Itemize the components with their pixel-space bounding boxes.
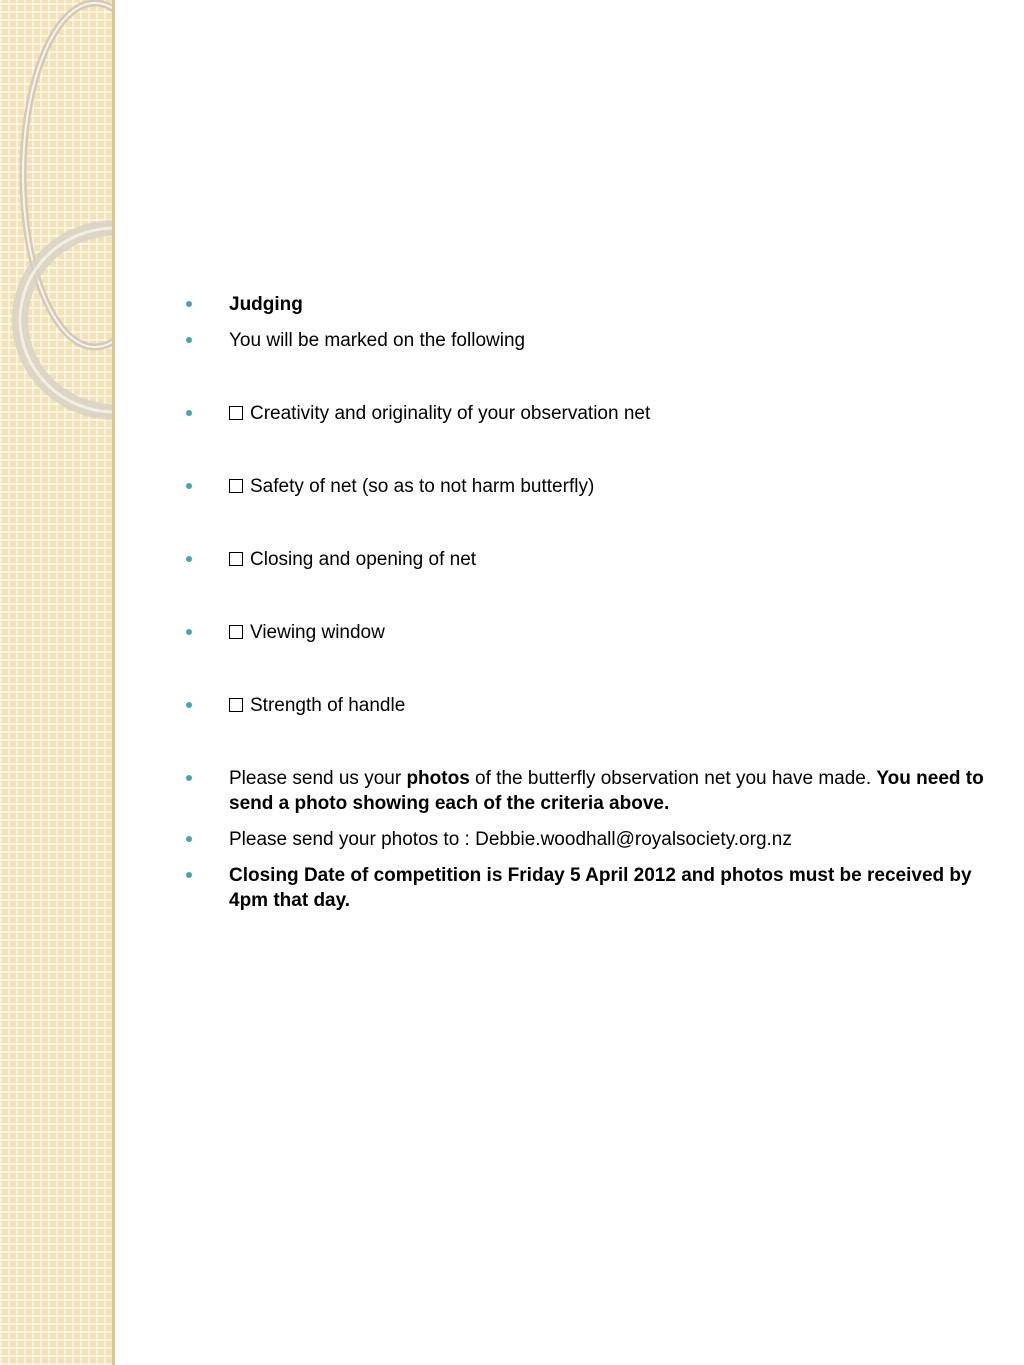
bullet-icon (186, 836, 192, 842)
checkbox-icon (229, 406, 243, 420)
bullet-icon (186, 629, 192, 635)
list-item-send-to (186, 827, 986, 852)
bullet-icon (186, 556, 192, 562)
criterion-text: Viewing window (250, 622, 385, 643)
list-item-intro (186, 328, 986, 353)
checkbox-icon (229, 479, 243, 493)
side-panel-edge (112, 0, 115, 1365)
checkbox-icon (229, 698, 243, 712)
slide-body (186, 292, 986, 924)
list-item-closing (186, 863, 986, 913)
send-to-text: Please send your photos to : Debbie.woodhall@royalsociety.org.nz (229, 829, 792, 850)
criterion-text: Safety of net (so as to not harm butterfly) (250, 476, 595, 497)
bullet-icon (186, 301, 192, 307)
checkbox-icon (229, 625, 243, 639)
intro-text: You will be marked on the following (229, 330, 526, 351)
list-item-criterion (186, 620, 986, 645)
bullet-icon (186, 775, 192, 781)
list-item-photos (186, 766, 986, 816)
list-item-criterion (186, 474, 986, 499)
decorative-rings (0, 0, 114, 1365)
decorative-side-panel (0, 0, 114, 1365)
bullet-icon (186, 483, 192, 489)
section-heading: Judging (229, 294, 303, 315)
criterion-text: Closing and opening of net (250, 549, 477, 570)
photos-bold-2: You need to send a photo showing each of the criteria above. (229, 768, 984, 814)
bullet-icon (186, 410, 192, 416)
photos-text-1: Please send us your (229, 768, 407, 789)
photos-text-2: of the butterfly observation net you have made. (469, 768, 877, 789)
list-item-criterion (186, 693, 986, 718)
checkbox-icon (229, 552, 243, 566)
criterion-text: Strength of handle (250, 695, 406, 716)
list-item-criterion (186, 401, 986, 426)
photos-bold-1: photos (406, 768, 470, 789)
bullet-icon (186, 702, 192, 708)
list-item-criterion (186, 547, 986, 572)
list-item-heading (186, 292, 986, 317)
criterion-text: Creativity and originality of your observation net (250, 403, 651, 424)
closing-date-text: Closing Date of competition is Friday 5 April 2012 and photos must be received by 4pm that day. (229, 865, 972, 911)
bullet-icon (186, 872, 192, 878)
bullet-icon (186, 337, 192, 343)
